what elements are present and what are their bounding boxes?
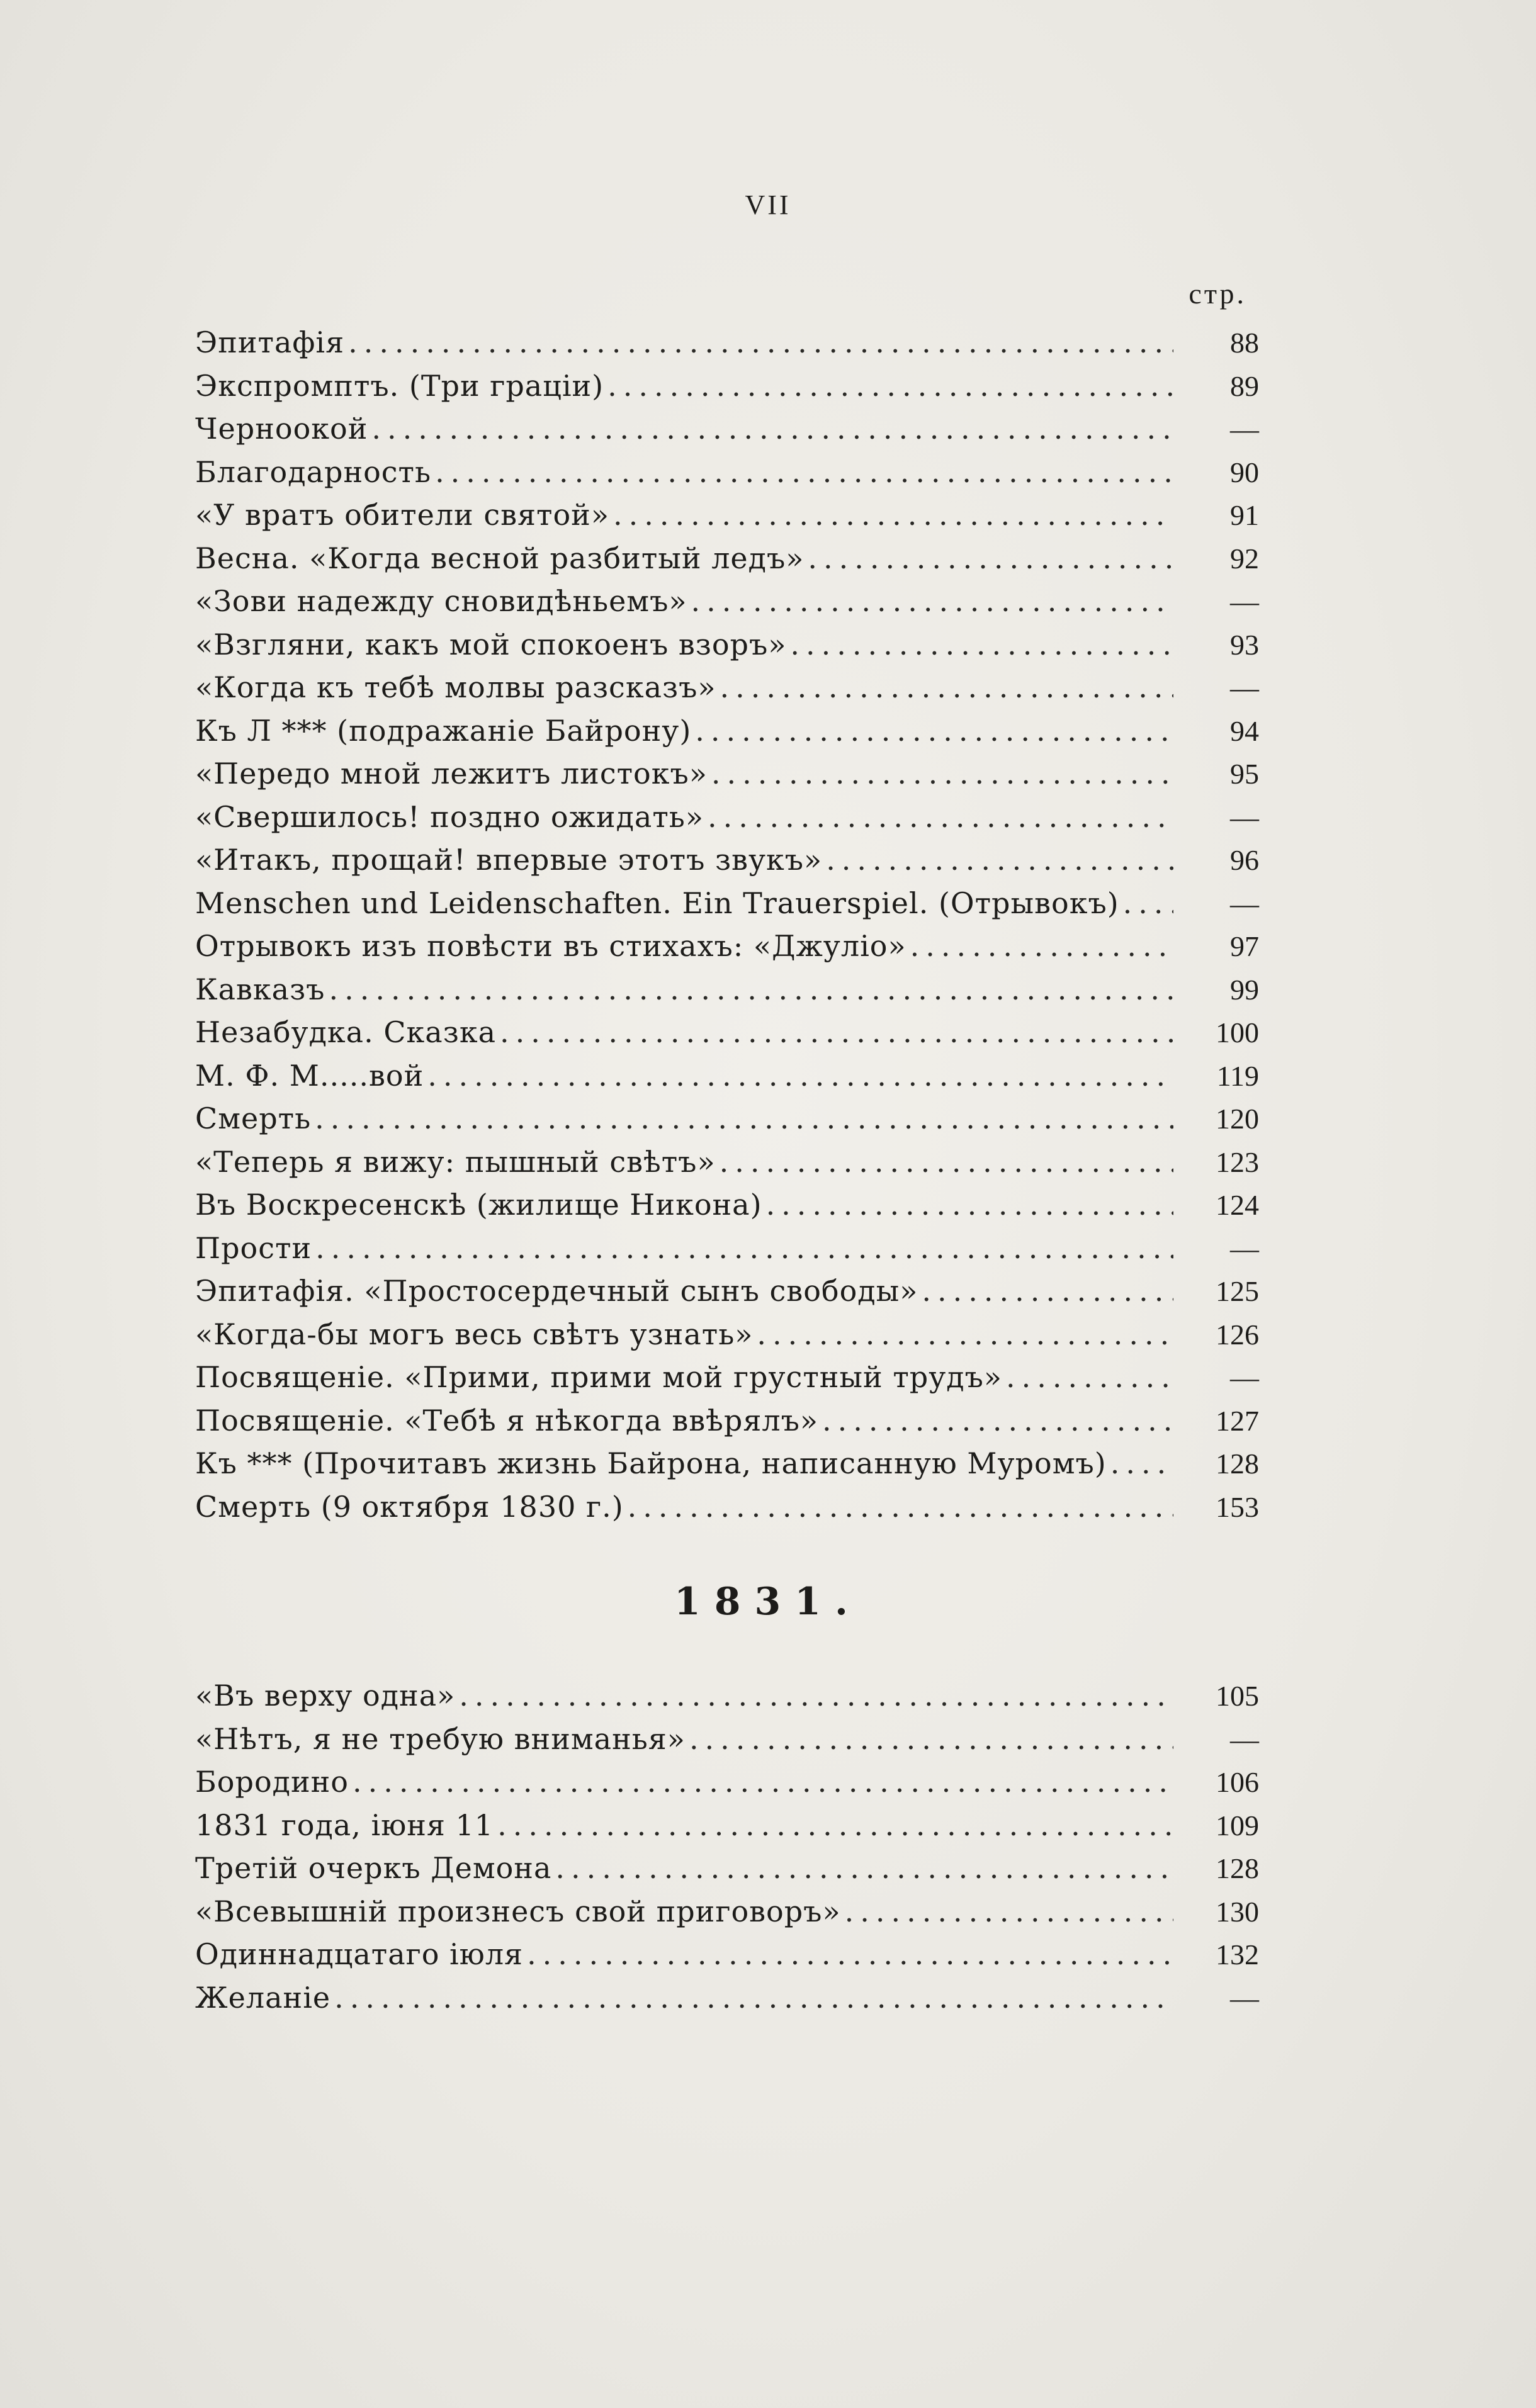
toc-entry — [195, 321, 1259, 364]
toc-entry — [195, 709, 1259, 753]
dot-leader — [711, 752, 1173, 796]
toc-entry-page: — — [1230, 672, 1259, 704]
dot-leader — [613, 493, 1173, 537]
dot-leader — [315, 1097, 1173, 1140]
toc-entry-page: 125 — [1216, 1275, 1259, 1307]
dot-leader — [910, 925, 1173, 968]
toc-entry-page: 130 — [1216, 1895, 1259, 1928]
toc-entry-title: Прости — [195, 1230, 312, 1265]
toc-entry — [195, 407, 1259, 451]
toc-entry-title: «Свершилось! поздно ожидать» — [195, 799, 704, 834]
toc-entry-page: 90 — [1230, 456, 1259, 488]
toc-entry — [195, 1054, 1259, 1098]
toc-entry-page: 119 — [1216, 1059, 1259, 1092]
toc-entry-page: — — [1230, 413, 1259, 445]
toc-entry — [195, 1097, 1259, 1140]
toc-entry-title: Экспромптъ. (Три граціи) — [195, 368, 604, 403]
toc-entry — [195, 752, 1259, 796]
toc-entry-page: — — [1230, 1361, 1259, 1393]
toc-entry-page: 132 — [1216, 1938, 1259, 1971]
toc-entry-title: Посвященіе. «Тебѣ я нѣкогда ввѣрялъ» — [195, 1403, 819, 1437]
section-year-heading: 1831. — [674, 1580, 862, 1624]
toc-entry — [195, 796, 1259, 839]
toc-entry-page: — — [1230, 585, 1259, 617]
dot-leader — [757, 1313, 1173, 1356]
toc-entry-title: Желаніе — [195, 1980, 331, 2015]
dot-leader — [922, 1269, 1173, 1313]
toc-entry — [195, 1804, 1259, 1847]
toc-entry — [195, 493, 1259, 537]
toc-entry-title: М. Ф. М.....вой — [195, 1058, 424, 1093]
dot-leader — [808, 537, 1173, 580]
dot-leader — [1110, 1442, 1173, 1485]
toc-entry — [195, 1890, 1259, 1933]
toc-entry — [195, 537, 1259, 580]
dot-leader — [435, 451, 1173, 494]
dot-leader — [845, 1890, 1173, 1933]
toc-entry-title: Отрывокъ изъ повѣсти въ стихахъ: «Джуліо» — [195, 929, 906, 963]
toc-entry-title: «Итакъ, прощай! впервые этотъ звукъ» — [195, 843, 823, 877]
dot-leader — [720, 1140, 1173, 1184]
dot-leader — [353, 1760, 1173, 1804]
dot-leader — [1006, 1356, 1173, 1399]
dot-leader — [790, 623, 1173, 667]
toc-entry-page: 100 — [1216, 1016, 1259, 1049]
toc-entry-title: «У вратъ обители святой» — [195, 498, 609, 532]
toc-entry-title: Къ *** (Прочитавъ жизнь Байрона, написанную Муромъ) — [195, 1446, 1107, 1480]
toc-entry-title: 1831 года, іюня 11 — [195, 1808, 494, 1842]
dot-leader — [695, 709, 1173, 753]
toc-entry — [195, 968, 1259, 1011]
dot-leader — [689, 1718, 1173, 1761]
toc-entry — [195, 364, 1259, 408]
dot-leader — [348, 321, 1173, 364]
dot-leader — [527, 1933, 1173, 1976]
toc-entry-page: 96 — [1230, 844, 1259, 876]
toc-entry-page: 97 — [1230, 930, 1259, 962]
toc-entry-page: 128 — [1216, 1448, 1259, 1480]
toc-entry — [195, 1399, 1259, 1443]
toc-entry-page: 91 — [1230, 499, 1259, 531]
toc-entry — [195, 1976, 1259, 2020]
toc-entry — [195, 925, 1259, 968]
dot-leader — [822, 1399, 1173, 1443]
toc-entry-page: 120 — [1216, 1103, 1259, 1135]
dot-leader — [691, 580, 1174, 623]
dot-leader — [826, 838, 1173, 882]
toc-entry-page: 88 — [1230, 327, 1259, 359]
toc-entry-title: Благодарность — [195, 454, 432, 489]
dot-leader — [500, 1011, 1173, 1054]
toc-entry-page: 123 — [1216, 1145, 1259, 1178]
toc-entry-page: — — [1230, 1981, 1259, 2014]
dot-leader — [427, 1054, 1173, 1098]
toc-entry-page: 93 — [1230, 628, 1259, 661]
dot-leader — [329, 968, 1173, 1011]
toc-entry-title: Весна. «Когда весной разбитый ледъ» — [195, 541, 805, 575]
toc-entry-title: Кавказъ — [195, 972, 325, 1006]
toc-entry — [195, 1227, 1259, 1270]
toc-entry-page: — — [1230, 1232, 1259, 1264]
dot-leader — [497, 1804, 1173, 1847]
toc-entry-page: 105 — [1216, 1680, 1259, 1712]
toc-entry-page: 126 — [1216, 1318, 1259, 1351]
dot-leader — [459, 1674, 1173, 1718]
toc-entry-page: 99 — [1230, 973, 1259, 1006]
toc-section-1830 — [195, 321, 1259, 1528]
toc-entry-title: «Въ верху одна» — [195, 1679, 456, 1713]
toc-entry — [195, 1183, 1259, 1227]
dot-leader — [720, 666, 1174, 709]
toc-entry — [195, 1485, 1259, 1529]
toc-entry-title: Незабудка. Сказка — [195, 1015, 496, 1049]
dot-leader — [607, 364, 1173, 408]
toc-entry-title: Въ Воскресенскѣ (жилище Никона) — [195, 1188, 762, 1222]
toc-entry-page: — — [1230, 801, 1259, 833]
toc-entry-title: Смерть — [195, 1101, 312, 1135]
toc-entry — [195, 666, 1259, 709]
dot-leader — [555, 1847, 1173, 1890]
toc-entry-title: «Теперь я вижу: пышный свѣтъ» — [195, 1144, 716, 1179]
dot-leader — [628, 1485, 1173, 1529]
toc-entry-page: 124 — [1216, 1189, 1259, 1221]
toc-section-1831 — [195, 1674, 1259, 2019]
toc-entry — [195, 1011, 1259, 1054]
toc-entry-title: Menschen und Leidenschaften. Ein Trauerspiel. (Отрывокъ) — [195, 886, 1119, 920]
dot-leader — [1123, 882, 1173, 925]
dot-leader — [334, 1976, 1173, 2020]
toc-entry — [195, 1933, 1259, 1976]
page-number: VII — [745, 189, 791, 220]
toc-entry — [195, 580, 1259, 623]
toc-entry-page: 109 — [1216, 1809, 1259, 1842]
toc-entry-page: 89 — [1230, 369, 1259, 402]
toc-entry-title: «Взгляни, какъ мой спокоенъ взоръ» — [195, 627, 787, 661]
toc-entry-page: 94 — [1230, 714, 1259, 747]
toc-entry-page: 127 — [1216, 1404, 1259, 1437]
toc-entry-title: «Зови надежду сновидѣньемъ» — [195, 584, 687, 618]
toc-entry-page: 95 — [1230, 758, 1259, 790]
toc-entry-title: Эпитафія — [195, 325, 345, 359]
toc-entry-title: Черноокой — [195, 412, 368, 446]
toc-entry-title: Къ Л *** (подражаніе Байрону) — [195, 713, 692, 748]
toc-entry — [195, 451, 1259, 494]
toc-entry — [195, 1847, 1259, 1890]
toc-entry-title: Посвященіе. «Прими, прими мой грустный трудъ» — [195, 1360, 1003, 1394]
toc-entry-page: 92 — [1230, 542, 1259, 575]
toc-entry-title: «Всевышній произнесъ свой приговоръ» — [195, 1894, 841, 1928]
toc-entry — [195, 882, 1259, 925]
toc-entry-title: «Нѣтъ, я не требую вниманья» — [195, 1721, 686, 1756]
dot-leader — [708, 796, 1173, 839]
toc-entry-title: Бородино — [195, 1765, 349, 1799]
toc-entry — [195, 623, 1259, 667]
toc-entry — [195, 1674, 1259, 1718]
toc-entry-title: Эпитафія. «Простосердечный сынъ свободы» — [195, 1274, 918, 1308]
toc-entry — [195, 838, 1259, 882]
dot-leader — [315, 1227, 1173, 1270]
page-column-header: стр. — [1189, 278, 1246, 310]
toc-entry-title: Третій очеркъ Демона — [195, 1851, 552, 1885]
toc-entry-page: 128 — [1216, 1852, 1259, 1884]
toc-entry-title: «Передо мной лежитъ листокъ» — [195, 757, 708, 790]
dot-leader — [371, 407, 1173, 451]
toc-entry-page: — — [1230, 887, 1259, 920]
toc-entry — [195, 1313, 1259, 1356]
toc-entry-page: 106 — [1216, 1766, 1259, 1798]
toc-entry-title: «Когда-бы могъ весь свѣтъ узнать» — [195, 1317, 754, 1351]
toc-entry — [195, 1140, 1259, 1184]
toc-entry — [195, 1718, 1259, 1761]
dot-leader — [766, 1183, 1173, 1227]
toc-entry — [195, 1442, 1259, 1485]
toc-entry — [195, 1760, 1259, 1804]
toc-entry-title: Одиннадцатаго іюля — [195, 1937, 524, 1971]
toc-entry-title: Смерть (9 октября 1830 г.) — [195, 1489, 624, 1524]
toc-entry — [195, 1269, 1259, 1313]
toc-entry-page: — — [1230, 1723, 1259, 1755]
toc-entry-page: 153 — [1216, 1490, 1259, 1523]
toc-entry — [195, 1356, 1259, 1399]
toc-entry-title: «Когда къ тебѣ молвы разсказъ» — [195, 670, 716, 704]
